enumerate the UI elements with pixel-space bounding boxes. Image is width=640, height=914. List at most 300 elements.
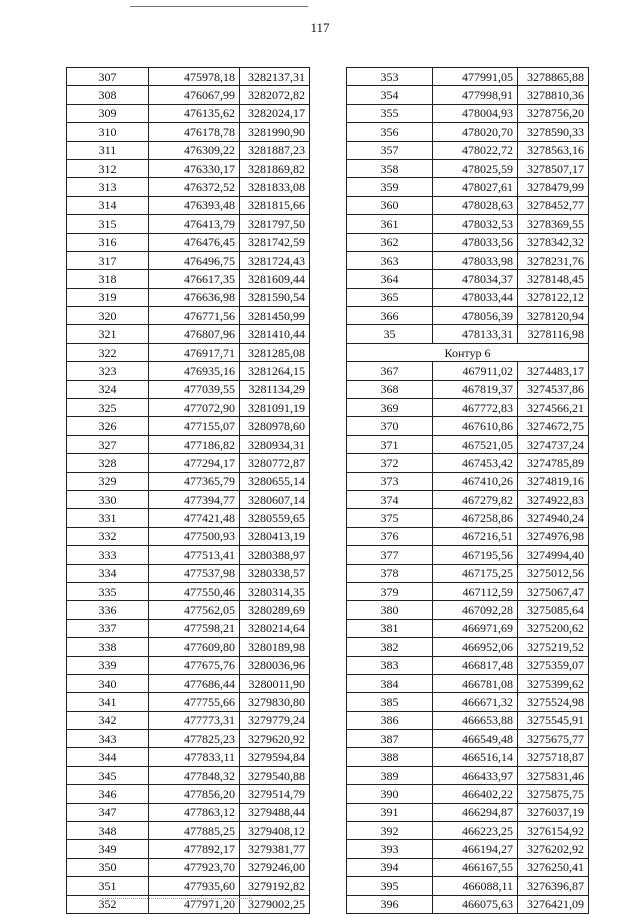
point-number-cell: 317	[67, 251, 149, 269]
x-coordinate-cell: 477971,20	[149, 895, 240, 913]
point-number-cell: 382	[347, 638, 433, 656]
y-coordinate-cell: 3280978,60	[240, 417, 310, 435]
y-coordinate-cell: 3281285,08	[240, 343, 310, 361]
table-row	[67, 307, 310, 325]
point-number-cell: 325	[67, 399, 149, 417]
page-number: 117	[310, 20, 330, 35]
x-coordinate-cell: 467819,37	[433, 380, 518, 398]
table-row	[67, 546, 310, 564]
x-coordinate-cell: 477833,11	[149, 748, 240, 766]
y-coordinate-cell: 3274483,17	[518, 362, 589, 380]
y-coordinate-cell: 3276250,41	[518, 858, 589, 876]
y-coordinate-cell: 3275718,87	[518, 748, 589, 766]
point-number-cell: 339	[67, 656, 149, 674]
y-coordinate-cell: 3280413,19	[240, 527, 310, 545]
table-row	[67, 68, 310, 86]
table-row	[67, 417, 310, 435]
y-coordinate-cell: 3279381,77	[240, 840, 310, 858]
point-number-cell: 337	[67, 619, 149, 637]
x-coordinate-cell: 477039,55	[149, 380, 240, 398]
x-coordinate-cell: 466088,11	[433, 877, 518, 895]
y-coordinate-cell: 3274922,83	[518, 490, 589, 508]
table-row	[347, 472, 589, 490]
point-number-cell: 313	[67, 178, 149, 196]
table-row	[347, 159, 589, 177]
table-row	[67, 619, 310, 637]
y-coordinate-cell: 3281990,90	[240, 123, 310, 141]
y-coordinate-cell: 3275524,98	[518, 693, 589, 711]
x-coordinate-cell: 466294,87	[433, 803, 518, 821]
x-coordinate-cell: 477856,20	[149, 785, 240, 803]
point-number-cell: 335	[67, 582, 149, 600]
y-coordinate-cell: 3281410,44	[240, 325, 310, 343]
y-coordinate-cell: 3279408,12	[240, 822, 310, 840]
x-coordinate-cell: 478004,93	[433, 104, 518, 122]
y-coordinate-cell: 3276037,19	[518, 803, 589, 821]
x-coordinate-cell: 477991,05	[433, 68, 518, 86]
x-coordinate-cell: 477885,25	[149, 822, 240, 840]
x-coordinate-cell: 467092,28	[433, 601, 518, 619]
table-row	[67, 840, 310, 858]
table-row	[67, 638, 310, 656]
point-number-cell: 396	[347, 895, 433, 913]
point-number-cell: 360	[347, 196, 433, 214]
table-row	[347, 141, 589, 159]
point-number-cell: 353	[347, 68, 433, 86]
point-number-cell: 310	[67, 123, 149, 141]
table-row	[67, 509, 310, 527]
x-coordinate-cell: 477550,46	[149, 582, 240, 600]
y-coordinate-cell: 3275012,56	[518, 564, 589, 582]
point-number-cell: 376	[347, 527, 433, 545]
y-coordinate-cell: 3275399,62	[518, 674, 589, 692]
table-row	[67, 766, 310, 784]
table-row	[67, 490, 310, 508]
x-coordinate-cell: 467112,59	[433, 582, 518, 600]
table-row	[67, 399, 310, 417]
y-coordinate-cell: 3280314,35	[240, 582, 310, 600]
table-row	[347, 417, 589, 435]
table-row	[347, 674, 589, 692]
point-number-cell: 375	[347, 509, 433, 527]
y-coordinate-cell: 3278865,88	[518, 68, 589, 86]
coordinates-table-right-body	[347, 68, 589, 914]
x-coordinate-cell: 466671,32	[433, 693, 518, 711]
x-coordinate-cell: 466653,88	[433, 711, 518, 729]
table-row	[67, 822, 310, 840]
y-coordinate-cell: 3281815,66	[240, 196, 310, 214]
x-coordinate-cell: 477598,21	[149, 619, 240, 637]
x-coordinate-cell: 478028,63	[433, 196, 518, 214]
table-row	[347, 288, 589, 306]
point-number-cell: 385	[347, 693, 433, 711]
table-row	[67, 215, 310, 233]
x-coordinate-cell: 477825,23	[149, 730, 240, 748]
y-coordinate-cell: 3278756,20	[518, 104, 589, 122]
point-number-cell: 342	[67, 711, 149, 729]
table-row	[67, 748, 310, 766]
x-coordinate-cell: 477755,66	[149, 693, 240, 711]
point-number-cell: 389	[347, 766, 433, 784]
y-coordinate-cell: 3275831,46	[518, 766, 589, 784]
coordinates-table-left-body	[67, 68, 310, 914]
point-number-cell: 388	[347, 748, 433, 766]
table-row	[67, 343, 310, 361]
y-coordinate-cell: 3282024,17	[240, 104, 310, 122]
table-row	[347, 582, 589, 600]
point-number-cell: 318	[67, 270, 149, 288]
table-row	[347, 362, 589, 380]
point-number-cell: 373	[347, 472, 433, 490]
x-coordinate-cell: 478032,53	[433, 215, 518, 233]
x-coordinate-cell: 477537,98	[149, 564, 240, 582]
point-number-cell: 333	[67, 546, 149, 564]
y-coordinate-cell: 3276154,92	[518, 822, 589, 840]
x-coordinate-cell: 477500,93	[149, 527, 240, 545]
y-coordinate-cell: 3281887,23	[240, 141, 310, 159]
x-coordinate-cell: 476476,45	[149, 233, 240, 251]
point-number-cell: 366	[347, 307, 433, 325]
table-row	[347, 748, 589, 766]
point-number-cell: 332	[67, 527, 149, 545]
y-coordinate-cell: 3280388,97	[240, 546, 310, 564]
table-row	[347, 785, 589, 803]
y-coordinate-cell: 3275875,75	[518, 785, 589, 803]
x-coordinate-cell: 467216,51	[433, 527, 518, 545]
table-row	[347, 711, 589, 729]
y-coordinate-cell: 3280214,64	[240, 619, 310, 637]
x-coordinate-cell: 467279,82	[433, 490, 518, 508]
x-coordinate-cell: 467911,02	[433, 362, 518, 380]
table-row	[347, 840, 589, 858]
point-number-cell: 315	[67, 215, 149, 233]
table-row	[67, 582, 310, 600]
x-coordinate-cell: 478033,98	[433, 251, 518, 269]
y-coordinate-cell: 3281797,50	[240, 215, 310, 233]
point-number-cell: 341	[67, 693, 149, 711]
point-number-cell: 336	[67, 601, 149, 619]
table-row	[347, 104, 589, 122]
point-number-cell: 324	[67, 380, 149, 398]
table-row	[67, 564, 310, 582]
point-number-cell: 340	[67, 674, 149, 692]
x-coordinate-cell: 475978,18	[149, 68, 240, 86]
x-coordinate-cell: 476413,79	[149, 215, 240, 233]
y-coordinate-cell: 3274976,98	[518, 527, 589, 545]
point-number-cell: 329	[67, 472, 149, 490]
point-number-cell: 395	[347, 877, 433, 895]
table-row	[67, 178, 310, 196]
x-coordinate-cell: 477072,90	[149, 399, 240, 417]
coordinates-table-left	[66, 67, 310, 914]
table-row	[67, 693, 310, 711]
x-coordinate-cell: 466971,69	[433, 619, 518, 637]
y-coordinate-cell: 3275675,77	[518, 730, 589, 748]
table-row	[347, 215, 589, 233]
table-row	[67, 656, 310, 674]
y-coordinate-cell: 3281264,15	[240, 362, 310, 380]
y-coordinate-cell: 3281134,29	[240, 380, 310, 398]
point-number-cell: 368	[347, 380, 433, 398]
x-coordinate-cell: 467772,83	[433, 399, 518, 417]
x-coordinate-cell: 477686,44	[149, 674, 240, 692]
x-coordinate-cell: 478034,37	[433, 270, 518, 288]
y-coordinate-cell: 3280189,98	[240, 638, 310, 656]
x-coordinate-cell: 476330,17	[149, 159, 240, 177]
table-row	[67, 730, 310, 748]
y-coordinate-cell: 3280934,31	[240, 435, 310, 453]
point-number-cell: 365	[347, 288, 433, 306]
point-number-cell: 383	[347, 656, 433, 674]
table-row	[347, 693, 589, 711]
y-coordinate-cell: 3278507,17	[518, 159, 589, 177]
y-coordinate-cell: 3276202,92	[518, 840, 589, 858]
point-number-cell: 347	[67, 803, 149, 821]
point-number-cell: 356	[347, 123, 433, 141]
y-coordinate-cell: 3275067,47	[518, 582, 589, 600]
point-number-cell: 379	[347, 582, 433, 600]
y-coordinate-cell: 3280655,14	[240, 472, 310, 490]
x-coordinate-cell: 476067,99	[149, 86, 240, 104]
y-coordinate-cell: 3279830,80	[240, 693, 310, 711]
x-coordinate-cell: 466817,48	[433, 656, 518, 674]
point-number-cell: 320	[67, 307, 149, 325]
y-coordinate-cell: 3281869,82	[240, 159, 310, 177]
point-number-cell: 344	[67, 748, 149, 766]
y-coordinate-cell: 3279779,24	[240, 711, 310, 729]
point-number-cell: 334	[67, 564, 149, 582]
table-row	[67, 785, 310, 803]
x-coordinate-cell: 466223,25	[433, 822, 518, 840]
table-row	[347, 325, 589, 343]
table-row	[347, 380, 589, 398]
x-coordinate-cell: 477935,60	[149, 877, 240, 895]
y-coordinate-cell: 3274819,16	[518, 472, 589, 490]
table-row	[67, 454, 310, 472]
point-number-cell: 316	[67, 233, 149, 251]
point-number-cell: 323	[67, 362, 149, 380]
table-row	[347, 490, 589, 508]
x-coordinate-cell: 476496,75	[149, 251, 240, 269]
y-coordinate-cell: 3281609,44	[240, 270, 310, 288]
point-number-cell: 374	[347, 490, 433, 508]
x-coordinate-cell: 476135,62	[149, 104, 240, 122]
table-row	[347, 546, 589, 564]
point-number-cell: 330	[67, 490, 149, 508]
x-coordinate-cell: 478133,31	[433, 325, 518, 343]
table-row	[67, 435, 310, 453]
point-number-cell: 392	[347, 822, 433, 840]
table-row	[67, 141, 310, 159]
table-row	[67, 858, 310, 876]
y-coordinate-cell: 3278810,36	[518, 86, 589, 104]
y-coordinate-cell: 3280607,14	[240, 490, 310, 508]
y-coordinate-cell: 3279246,00	[240, 858, 310, 876]
table-row	[67, 472, 310, 490]
y-coordinate-cell: 3279192,82	[240, 877, 310, 895]
point-number-cell: 359	[347, 178, 433, 196]
table-row	[67, 527, 310, 545]
point-number-cell: 309	[67, 104, 149, 122]
y-coordinate-cell: 3279488,44	[240, 803, 310, 821]
point-number-cell: 371	[347, 435, 433, 453]
x-coordinate-cell: 476372,52	[149, 178, 240, 196]
table-row	[67, 159, 310, 177]
table-row	[67, 104, 310, 122]
point-number-cell: 380	[347, 601, 433, 619]
x-coordinate-cell: 467521,05	[433, 435, 518, 453]
point-number-cell: 387	[347, 730, 433, 748]
point-number-cell: 358	[347, 159, 433, 177]
y-coordinate-cell: 3280036,96	[240, 656, 310, 674]
x-coordinate-cell: 476393,48	[149, 196, 240, 214]
y-coordinate-cell: 3280559,65	[240, 509, 310, 527]
point-number-cell: 312	[67, 159, 149, 177]
table-row	[347, 435, 589, 453]
y-coordinate-cell: 3275359,07	[518, 656, 589, 674]
y-coordinate-cell: 3278369,55	[518, 215, 589, 233]
table-row	[67, 196, 310, 214]
table-row	[347, 877, 589, 895]
point-number-cell: 386	[347, 711, 433, 729]
table-row	[347, 766, 589, 784]
x-coordinate-cell: 478027,61	[433, 178, 518, 196]
table-row	[67, 123, 310, 141]
y-coordinate-cell: 3274940,24	[518, 509, 589, 527]
point-number-cell: 363	[347, 251, 433, 269]
point-number-cell: 391	[347, 803, 433, 821]
table-row	[347, 656, 589, 674]
table-row	[347, 509, 589, 527]
y-coordinate-cell: 3281833,08	[240, 178, 310, 196]
point-number-cell: 364	[347, 270, 433, 288]
x-coordinate-cell: 467175,25	[433, 564, 518, 582]
x-coordinate-cell: 477294,17	[149, 454, 240, 472]
y-coordinate-cell: 3276421,09	[518, 895, 589, 913]
x-coordinate-cell: 477863,12	[149, 803, 240, 821]
x-coordinate-cell: 477848,32	[149, 766, 240, 784]
y-coordinate-cell: 3278452,77	[518, 196, 589, 214]
x-coordinate-cell: 478025,59	[433, 159, 518, 177]
table-row	[347, 822, 589, 840]
point-number-cell: 345	[67, 766, 149, 784]
point-number-cell: 393	[347, 840, 433, 858]
table-row	[67, 877, 310, 895]
y-coordinate-cell: 3275545,91	[518, 711, 589, 729]
y-coordinate-cell: 3279514,79	[240, 785, 310, 803]
y-coordinate-cell: 3274994,40	[518, 546, 589, 564]
table-row	[347, 343, 589, 361]
y-coordinate-cell: 3278148,45	[518, 270, 589, 288]
point-number-cell: 348	[67, 822, 149, 840]
y-coordinate-cell: 3275219,52	[518, 638, 589, 656]
x-coordinate-cell: 466433,97	[433, 766, 518, 784]
point-number-cell: 349	[67, 840, 149, 858]
table-row	[67, 251, 310, 269]
y-coordinate-cell: 3276396,87	[518, 877, 589, 895]
point-number-cell: 369	[347, 399, 433, 417]
x-coordinate-cell: 477773,31	[149, 711, 240, 729]
table-row	[347, 601, 589, 619]
point-number-cell: 394	[347, 858, 433, 876]
table-row	[67, 380, 310, 398]
y-coordinate-cell: 3282137,31	[240, 68, 310, 86]
table-row	[347, 233, 589, 251]
point-number-cell: 346	[67, 785, 149, 803]
x-coordinate-cell: 478033,44	[433, 288, 518, 306]
x-coordinate-cell: 478033,56	[433, 233, 518, 251]
x-coordinate-cell: 478022,72	[433, 141, 518, 159]
y-coordinate-cell: 3278479,99	[518, 178, 589, 196]
x-coordinate-cell: 476917,71	[149, 343, 240, 361]
y-coordinate-cell: 3279002,25	[240, 895, 310, 913]
x-coordinate-cell: 467258,86	[433, 509, 518, 527]
table-row	[67, 601, 310, 619]
point-number-cell: 355	[347, 104, 433, 122]
x-coordinate-cell: 467610,86	[433, 417, 518, 435]
x-coordinate-cell: 478056,39	[433, 307, 518, 325]
point-number-cell: 35	[347, 325, 433, 343]
point-number-cell: 319	[67, 288, 149, 306]
point-number-cell: 311	[67, 141, 149, 159]
x-coordinate-cell: 476309,22	[149, 141, 240, 159]
point-number-cell: 322	[67, 343, 149, 361]
y-coordinate-cell: 3278120,94	[518, 307, 589, 325]
y-coordinate-cell: 3280011,90	[240, 674, 310, 692]
x-coordinate-cell: 477923,70	[149, 858, 240, 876]
point-number-cell: 321	[67, 325, 149, 343]
table-row	[67, 325, 310, 343]
x-coordinate-cell: 467195,56	[433, 546, 518, 564]
table-row	[67, 362, 310, 380]
table-row	[67, 711, 310, 729]
point-number-cell: 351	[67, 877, 149, 895]
table-row	[347, 307, 589, 325]
point-number-cell: 367	[347, 362, 433, 380]
x-coordinate-cell: 466167,55	[433, 858, 518, 876]
y-coordinate-cell: 3281724,43	[240, 251, 310, 269]
x-coordinate-cell: 477421,48	[149, 509, 240, 527]
y-coordinate-cell: 3280772,87	[240, 454, 310, 472]
y-coordinate-cell: 3280289,69	[240, 601, 310, 619]
x-coordinate-cell: 466402,22	[433, 785, 518, 803]
point-number-cell: 372	[347, 454, 433, 472]
y-coordinate-cell: 3275200,62	[518, 619, 589, 637]
point-number-cell: 384	[347, 674, 433, 692]
y-coordinate-cell: 3274737,24	[518, 435, 589, 453]
table-row	[67, 674, 310, 692]
table-row	[347, 895, 589, 913]
y-coordinate-cell: 3281091,19	[240, 399, 310, 417]
table-row	[347, 178, 589, 196]
y-coordinate-cell: 3278116,98	[518, 325, 589, 343]
table-row	[347, 527, 589, 545]
x-coordinate-cell: 477892,17	[149, 840, 240, 858]
x-coordinate-cell: 476636,98	[149, 288, 240, 306]
x-coordinate-cell: 476935,16	[149, 362, 240, 380]
x-coordinate-cell: 467453,42	[433, 454, 518, 472]
point-number-cell: 338	[67, 638, 149, 656]
x-coordinate-cell: 478020,70	[433, 123, 518, 141]
table-row	[67, 233, 310, 251]
point-number-cell: 350	[67, 858, 149, 876]
x-coordinate-cell: 476178,78	[149, 123, 240, 141]
table-row	[347, 454, 589, 472]
y-coordinate-cell: 3280338,57	[240, 564, 310, 582]
point-number-cell: 343	[67, 730, 149, 748]
point-number-cell: 352	[67, 895, 149, 913]
table-row	[347, 803, 589, 821]
